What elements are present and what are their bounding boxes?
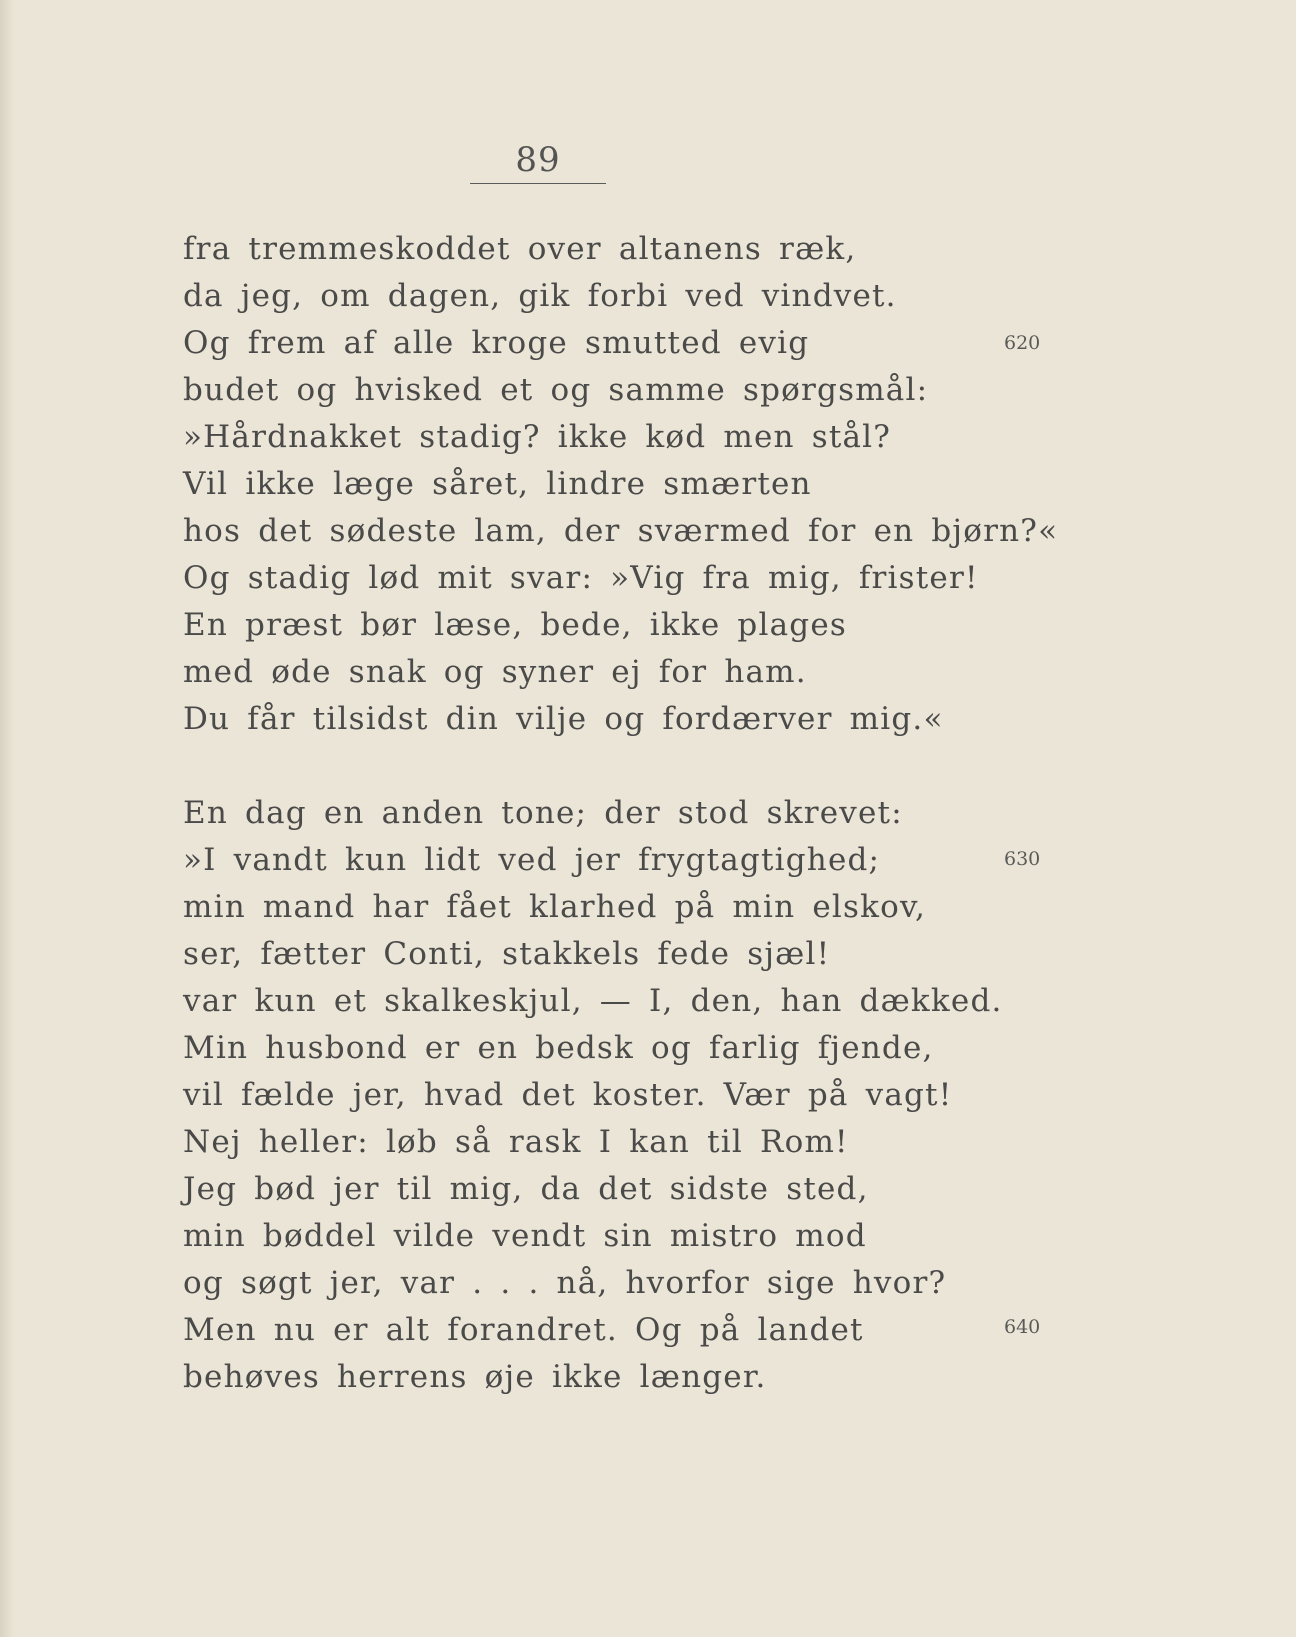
verse-line: min bøddel vilde vendt sin mistro mod (183, 1218, 867, 1254)
verse-line: hos det sødeste lam, der sværmed for en bjørn?« (183, 513, 1059, 549)
page-edge-shadow (0, 0, 14, 1637)
verse-line: »Hårdnakket stadig? ikke kød men stål? (183, 419, 892, 455)
verse-line: Jeg bød jer til mig, da det sidste sted, (183, 1171, 869, 1207)
verse-line: fra tremmeskoddet over altanens ræk, (183, 231, 857, 267)
verse-line: da jeg, om dagen, gik forbi ved vindvet. (183, 278, 897, 314)
verse-line: vil fælde jer, hvad det koster. Vær på vagt! (183, 1077, 953, 1113)
verse-line: En præst bør læse, bede, ikke plages (183, 607, 847, 643)
stanza-1 (183, 226, 1058, 743)
verse-line: Vil ikke læge såret, lindre smærten (183, 466, 812, 502)
line-number-630: 630 (1004, 848, 1041, 870)
verse-line: min mand har fået klarhed på min elskov, (183, 889, 927, 925)
verse-line: behøves herrens øje ikke længer. (183, 1359, 767, 1395)
verse-line: med øde snak og syner ej for ham. (183, 654, 807, 690)
page-number: 89 (515, 140, 561, 180)
verse-line: »I vandt kun lidt ved jer frygtagtighed; (183, 842, 881, 878)
verse-line: Og stadig lød mit svar: »Vig fra mig, frister! (183, 560, 979, 596)
verse-line: var kun et skalkeskjul, — I, den, han dækked. (183, 983, 1003, 1019)
verse-line: Min husbond er en bedsk og farlig fjende, (183, 1030, 934, 1066)
line-number-640: 640 (1004, 1316, 1041, 1338)
verse-line: Du får tilsidst din vilje og fordærver mig.« (183, 701, 944, 737)
verse-line: Nej heller: løb så rask I kan til Rom! (183, 1124, 849, 1160)
verse-line: Men nu er alt forandret. Og på landet (183, 1312, 864, 1348)
verse-line: ser, fætter Conti, stakkels fede sjæl! (183, 936, 831, 972)
verse-line: Og frem af alle kroge smutted evig (183, 325, 810, 361)
stanza-2 (183, 790, 1003, 1401)
verse-line: og søgt jer, var . . . nå, hvorfor sige hvor? (183, 1265, 947, 1301)
verse-line: budet og hvisked et og samme spørgsmål: (183, 372, 929, 408)
verse-line: En dag en anden tone; der stod skrevet: (183, 795, 903, 831)
line-number-620: 620 (1004, 332, 1041, 354)
page-number-rule (470, 183, 606, 184)
